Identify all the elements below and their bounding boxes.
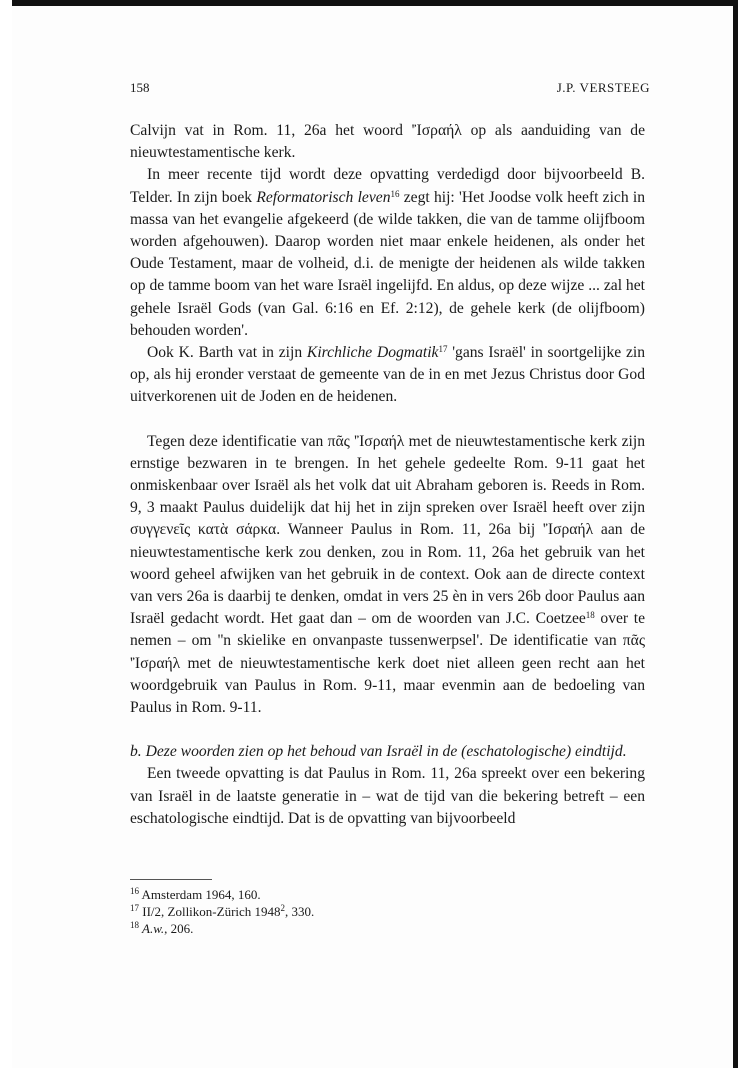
footnote-16: $^{16}$ Amsterdam 1964, 160. [130, 886, 261, 902]
paragraph-1: Calvijn vat in Rom. 11, 26a het woord 'Ἰσραήλ op als aanduiding van de nieuwtestamentische kerk. [130, 122, 645, 162]
footnote-ref-18[interactable]: 18 [585, 610, 595, 621]
footnote-ref-17[interactable]: 17 [438, 344, 448, 355]
paragraph-2: In meer recente tijd wordt deze opvatting verdedigd door bijvoorbeeld B. Telder. In zijn boek Reformatorisch leven$^{16}$ zegt hij: 'Het Joodse volk heeft zich in massa van het evangelie afgekeerd (de wilde takken, die van de tamme olijfboom worden afgehouwen). Daarop worden niet maar enkele heidenen, als onder het Oude Testament, maar de volheid, d.i. de menigte der heidenen als wilde takken op de tamme boom van het ware Israël ingelijfd. En aldus, op deze wijze ... zal het gehele Israël Gods (van Gal. 6:16 en Ef. 2:12), de gehele kerk (de olijfboom) behouden worden'. [130, 166, 646, 339]
footnote-ref-16[interactable]: 16 [390, 188, 400, 199]
page-number: 158 [130, 80, 150, 95]
footnote-rule [130, 879, 212, 880]
section-gap [130, 719, 645, 741]
footnotes [130, 886, 314, 937]
scan-edge-left [0, 0, 12, 1068]
book-title-reformatorisch-leven: Reformatorisch leven [256, 188, 391, 206]
running-head: J.P. VERSTEEG [556, 80, 650, 95]
paragraph-3: Ook K. Barth vat in zijn Kirchliche Dogmatik$^{17}$ 'gans Israël' in soortgelijke zin op, als hij eronder verstaat de gemeente van de in en met Jezus Christus door God uitverkorenen uit de Joden en de heidenen. [130, 344, 645, 406]
paragraph-5: Een tweede opvatting is dat Paulus in Rom. 11, 26a spreekt over een bekering van Israël in de laatste generatie in – wat de tijd van die bekering betreft – een eschatologische eindtijd. Dat is de opvatting van bijvoorbeeld [130, 765, 645, 827]
scan-edge-top [12, 0, 738, 6]
footnote-18: $^{18}$ A.w., 206. [130, 920, 194, 936]
book-title-kirchliche-dogmatik: Kirchliche Dogmatik [306, 344, 439, 362]
footnote-17: $^{17}$ II/2, Zollikon-Zürich 1948$^2$, 330. [130, 903, 315, 919]
scan-edge-right [733, 0, 738, 1068]
section-gap [130, 409, 645, 431]
section-heading-b: b. Deze woorden zien op het behoud van Israël in de (eschatologische) eindtijd. [130, 743, 627, 761]
body-text [130, 120, 645, 830]
paragraph-4: Tegen deze identificatie van πᾶς 'Ἰσραήλ met de nieuwtestamentische kerk zijn ernstige bezwaren in te brengen. In het gehele gedeelte Rom. 9-11 gaat het onmiskenbaar over Israël als het volk dat uit Abraham geboren is. Reeds in Rom. 9, 3 maakt Paulus duidelijk dat hij het in zijn spreken over Israël heeft over zijn συγγενεῖς κατὰ σάρκα. Wanneer Paulus in Rom. 11, 26a bij 'Ἰσραήλ aan de nieuwtestamentische kerk zou denken, zou in Rom. 11, 26a het gebruik van het woord geheel afwijken van het gebruik in de context. Ook aan de directe context van vers 26a is daarbij te denken, omdat in vers 25 èn in vers 26b door Paulus aan Israël gedacht wordt. Het gaat dan – om de woorden van J.C. Coetzee$^{18}$ over te nemen – om ''n skielike en onvanpaste tussenwerpsel'. De identificatie van πᾶς 'Ἰσραήλ met de nieuwtestamentische kerk doet niet alleen geen recht aan het woordgebruik van Paulus in Rom. 9-11, maar evenmin aan de bedoeling van Paulus in Rom. 9-11. [130, 432, 645, 717]
